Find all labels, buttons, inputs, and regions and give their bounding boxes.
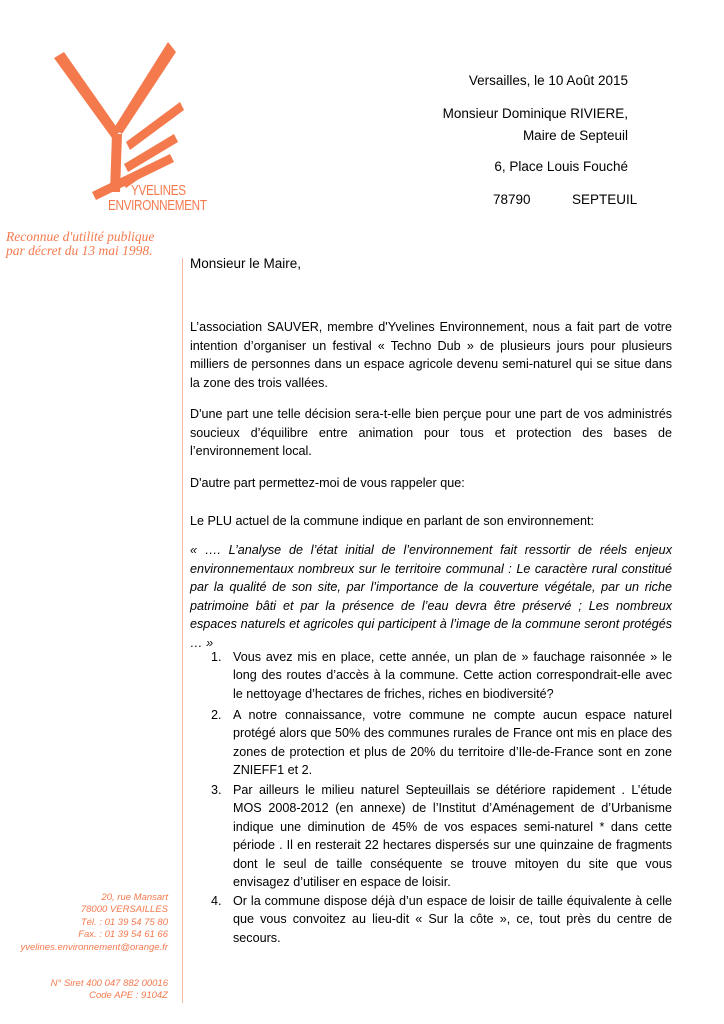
paragraph-plu: Le PLU actuel de la commune indique en parlant de son environnement: <box>190 514 594 528</box>
item-text: A notre connaissance, votre commune ne compte aucun espace naturel protégé alors que 50% des communes rurales de France ont mis en place des zones de protection et plus de 20% du territoire d’Ile-de-France sont en zone ZNIEFF1 et 2. <box>233 708 672 778</box>
margin-divider <box>182 258 183 1003</box>
numbered-item-1 <box>190 648 672 703</box>
item-number: 3. <box>211 783 222 797</box>
logo-wordmark-line2: ENVIRONNEMENT <box>108 197 207 214</box>
paragraph-second-point: D'autre part permettez-moi de vous rappeler que: <box>190 476 465 490</box>
footer-legal <box>51 978 168 1003</box>
paragraph-intro: L’association SAUVER, membre d'Yvelines Environnement, nous a fait part de votre intention d’organiser un festival « Techno Dub » de plusieurs jours pour plusieurs milliers de personnes dans un espace agricole devenu semi-naturel qui se situe dans la zone des trois vallées. <box>190 320 672 390</box>
footer-street: 20, rue Mansart <box>101 892 168 903</box>
paragraph-first-point: D'une part une telle décision sera-t-elle bien perçue pour une part de vos administrés soucieux d’équilibre entre animation pour tous et protection des bases de l’environnement local. <box>190 407 672 458</box>
recipient-name: Monsieur Dominique RIVIERE, <box>442 106 628 121</box>
salutation: Monsieur le Maire, <box>190 256 302 271</box>
footer-ape: Code APE : 9104Z <box>89 990 168 1002</box>
item-number: 1. <box>211 650 222 664</box>
footer-tel: Tél. : 01 39 54 75 80 <box>80 916 168 928</box>
numbered-item-3 <box>190 781 672 891</box>
recipient-title: Maire de Septeuil <box>522 128 628 143</box>
footer-contact <box>21 892 168 954</box>
tagline-line1: Reconnue d'utilité publique <box>6 229 155 244</box>
plu-quote: « …. L’analyse de l’état initial de l’environnement fait ressortir de réels enjeux environnementaux nombreux sur le territoire communal : Le caractère rural constitué par la qualité de son site, par l’importance de la couverture végétale, par un riche patrimoine bâti et par la présence de l’eau devra être préservé ; Les nombreux espaces naturels et agricoles qui participent à l’image de la commune seront protégés … » <box>190 543 672 650</box>
numbered-item-4 <box>190 892 672 947</box>
item-text: Vous avez mis en place, cette année, un plan de » fauchage raisonnée » le long des routes d’accès à la commune. Cette action correspondrait-elle avec le nettoyage d’hectares de friches, riches en biodiversité? <box>233 650 672 701</box>
item-number: 2. <box>211 708 222 722</box>
recipient-street: 6, Place Louis Fouché <box>494 159 628 174</box>
letter-date: Versailles, le 10 Août 2015 <box>468 73 628 88</box>
footer-email: yvelines.environnement@orange.fr <box>20 941 168 953</box>
footer-city: 78000 VERSAILLES <box>80 904 168 916</box>
tagline-line2: par décret du 13 mai 1998. <box>6 243 153 258</box>
footer-fax: Fax. : 01 39 54 61 66 <box>78 929 168 941</box>
recipient-city: SEPTEUIL <box>572 192 638 207</box>
recipient-zip: 78790 <box>493 192 531 207</box>
logo-wordmark-line1: YVELINES <box>131 182 186 199</box>
numbered-item-2 <box>190 706 672 780</box>
footer-siret: N° Siret 400 047 882 00016 <box>50 978 168 989</box>
item-text: Par ailleurs le milieu naturel Septeuillais se détériore rapidement . L’étude MOS 2008-2012 (en annexe) de l’Institut d’Aménagement de d’Urbanisme indique une diminution de 45% de vos espaces semi-naturel * dans cette période . Il en resterait 22 hectares dispersés sur une quinzaine de fragments dont le seul de taille conséquente se trouve mitoyen du site que vous envisagez d’utiliser en espace de loisir. <box>233 783 672 890</box>
item-number: 4. <box>211 894 222 908</box>
item-text: Or la commune dispose déjà d’un espace de loisir de taille équivalente à celle que vous convoitez au lieu-dit « Sur la côte », ce, tout près du centre de secours. <box>233 894 672 945</box>
